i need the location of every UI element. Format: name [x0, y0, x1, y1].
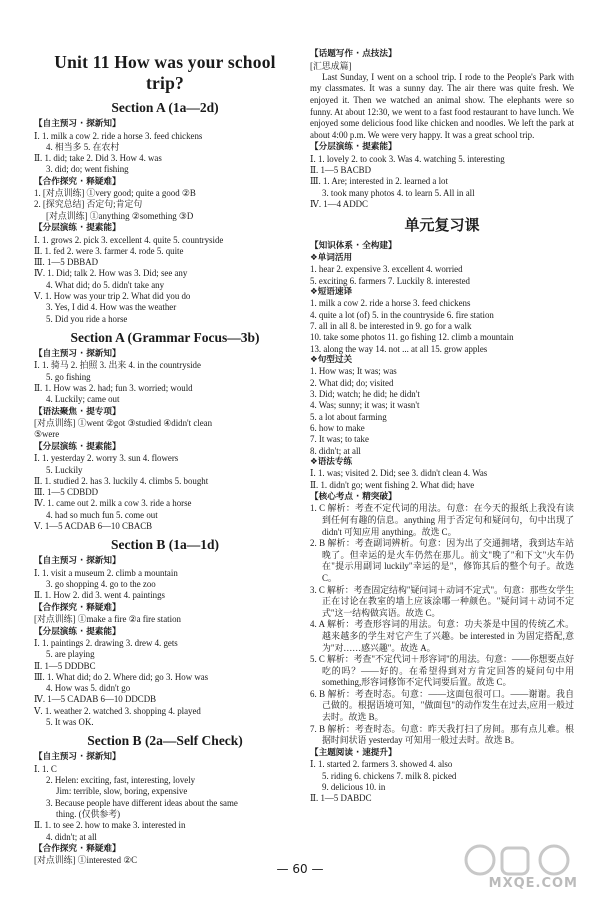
watermark-text: MXQE.COM: [488, 876, 578, 891]
answer-line: 4. Luckily; came out: [46, 394, 120, 405]
answer-line: ⑤were: [34, 429, 60, 440]
answer-line: 3. took many photos 4. to learn 5. All in all: [322, 187, 475, 198]
answer-line: Ⅰ. 1. was; visited 2. Did; see 3. didn't clean 4. Was: [310, 468, 488, 479]
subsection-heading: ❖句型过关: [310, 354, 353, 365]
right-column: [310, 48, 574, 805]
section-title: Section A (Grammar Focus—3b): [70, 329, 260, 345]
answer-line: Ⅱ. 1. studied 2. has 3. luckily 4. climbs 5. bought: [34, 475, 209, 486]
block-heading: 【合作探究 · 释疑难】: [34, 843, 121, 854]
answer-line: Ⅳ. 1. came out 2. milk a cow 3. ride a horse: [34, 498, 192, 509]
explanation-item: 4. A 解析：考查形容词的用法。句意：功夫茶是中国的传统乙术。越来越多的学生对它产生了兴趣。be interested in 为固定搭配,意为"对……感兴趣"。故选 A。: [310, 619, 574, 653]
answer-line: Ⅱ. 1. to see 2. how to make 3. interested in: [34, 820, 186, 831]
answer-line: Jim: terrible, slow, boring, expensive: [56, 786, 188, 797]
answer-line: 5. riding 6. chickens 7. milk 8. picked: [322, 770, 457, 781]
section-title: Section A (1a—2d): [111, 100, 219, 115]
block-heading: 【自主预习 · 探新知】: [34, 556, 121, 567]
answer-line: Ⅰ. 1. yesterday 2. worry 3. sun 4. flowers: [34, 453, 179, 464]
answer-line: 1. [对点训练] ①very good; quite a good ②B: [34, 188, 196, 199]
subsection-heading: ❖单词活用: [310, 252, 353, 263]
answer-line: Ⅰ. 1. visit a museum 2. climb a mountain: [34, 567, 178, 578]
answer-line: 3. Because people have different ideas about the same: [46, 797, 238, 808]
answer-line: Ⅱ. 1—5 DABDC: [310, 793, 372, 804]
explanation-item: 5. C 解析：考查"不定代词＋形容词"的用法。句意：——你想要点好吃的吗？——好的。在希望得到对方肯定回答的疑问句中用 something,形容词修饰不定代词要后置。故选 C。: [310, 654, 574, 688]
block-heading: 【分层演练 · 提素能】: [34, 441, 121, 452]
answer-line: [对点训练] ①make a fire ②a fire station: [34, 614, 181, 625]
block-heading: 【自主预习 · 探新知】: [34, 752, 121, 763]
answer-line: Ⅲ. 1. What did; do 2. Where did; go 3. How was: [34, 671, 209, 682]
answer-line: 7. all in all 8. be interested in 9. go for a walk: [310, 321, 472, 332]
answer-line: 2. [探究总结] 否定句;肯定句: [34, 199, 143, 210]
answer-line: Ⅱ. 1. did; take 2. Did 3. How 4. was: [34, 153, 162, 164]
section-title: Section B (1a—1d): [111, 537, 219, 553]
answer-line: 3. go shopping 4. go to the zoo: [46, 579, 156, 590]
answer-line: 8. didn't; at all: [310, 445, 361, 456]
answer-line: Ⅳ. 1—5 CADAB 6—10 DDCDB: [34, 694, 157, 705]
block-heading: 【分层演练 · 提素能】: [34, 626, 121, 637]
answer-line: Ⅱ. 1—5 BACBD: [310, 165, 372, 176]
answer-line: 4. What did; do 5. didn't take any: [46, 279, 165, 290]
answer-line: 10. take some photos 11. go fishing 12. climb a mountain: [310, 332, 514, 343]
answer-line: 4. quite a lot (of) 5. in the countryside 6. fire station: [310, 309, 494, 320]
block-heading: 【自主预习 · 探新知】: [34, 348, 121, 359]
reading-heading: 【主题阅读 · 速提升】: [310, 747, 397, 758]
block-heading: 【语法聚焦 · 提专项】: [34, 406, 121, 417]
answer-line: 5. a lot about farming: [310, 411, 387, 422]
answer-line: 7. It was; to take: [310, 434, 369, 445]
page-number: — 60 —: [276, 862, 324, 876]
answer-line: Ⅴ. 1. How was your trip 2. What did you do: [34, 291, 191, 302]
block-heading: 【合作探究 · 释疑难】: [34, 176, 121, 187]
answer-line: 4. 相当多 5. 在农村: [46, 141, 120, 152]
answer-line: [对点训练] ①interested ②C: [34, 855, 138, 866]
block-heading: 【合作探究 · 释疑难】: [34, 602, 121, 613]
answer-line: 5. go fishing: [46, 371, 91, 382]
answer-line: 4. Was; sunny; it was; it wasn't: [310, 400, 420, 411]
answer-line: 5. Luckily: [46, 464, 83, 475]
answer-line: 13. along the way 14. not ... at all 15. grow apples: [310, 343, 488, 354]
answer-line: 5. Did you ride a horse: [46, 313, 128, 324]
answer-line: [对点训练] ①anything ②something ③D: [46, 210, 194, 221]
answer-line: Ⅰ. 1. lovely 2. to cook 3. Was 4. watching 5. interesting: [310, 153, 505, 164]
answer-line: Ⅰ. 1. C: [34, 763, 57, 774]
topic-writing-heading: 【话题写作 · 点技法】: [310, 49, 397, 59]
review-title: 单元复习课: [404, 216, 480, 235]
explanation-item: 3. C 解析：考查固定结构"疑问词＋动词不定式"。句意：那些女学生正在讨论在教室的墙上应该涂哪一种颜色。"疑问词＋动词不定式"这一结构做宾语。故选 C。: [310, 584, 574, 618]
answer-line: 3. Yes, I did 4. How was the weather: [46, 302, 177, 313]
explanation-item: 6. B 解析：考查时态。句意：——这面包很可口。——谢谢。我自己做的。根据语境可知，"做面包"的动作发生在过去,应用一般过去时。故选 B。: [310, 688, 574, 723]
answer-line: 5. exciting 6. farmers 7. Luckily 8. interested: [310, 275, 470, 286]
explanation-item: 7. B 解析：考查时态。句意：昨天我打扫了房间。那有点儿难。根据时间状语 yesterday 可知用一般过去时。故选 B。: [310, 723, 574, 746]
topic-tag: [汇思成篇]: [310, 60, 352, 71]
answer-line: 1. milk a cow 2. ride a horse 3. feed chickens: [310, 298, 471, 309]
explanation-item: 2. B 解析：考查副词辨析。句意：因为出了交通拥堵，我到达车站晚了。但幸运的是火车仍然在那儿。前文"晚了"和下文"火车仍在"提示用副词 luckily"幸运的是"，修饰其后的整个句子。故选 C。: [310, 538, 574, 583]
block-heading: 【分层演练 · 提素能】: [34, 223, 121, 234]
block-heading: 【自主预习 · 探新知】: [34, 119, 121, 129]
answer-line: 6. how to make: [310, 422, 365, 433]
unit-title: Unit 11 How was your school trip?: [54, 52, 276, 93]
answer-line: Ⅱ. 1. How 2. did 3. went 4. paintings: [34, 590, 166, 601]
answer-line: 4. had so much fun 5. come out: [46, 509, 158, 520]
answer-line: Ⅰ. 1. milk a cow 2. ride a horse 3. feed chickens: [34, 130, 203, 141]
explanation-item: 1. C 解析：考查不定代词的用法。句意：在今天的报纸上我没有读到任何有趣的信息。anything 用于否定句和疑问句，句中出现了 didn't 可知应用 anything。故选 C。: [310, 503, 574, 537]
answer-line: Ⅱ. 1—5 DDDBC: [34, 660, 96, 671]
answer-line: 2. Helen: exciting, fast, interesting, lovely: [46, 775, 196, 786]
answer-line: 2. What did; do; visited: [310, 377, 394, 388]
answer-line: 5. It was OK.: [46, 717, 94, 728]
core-heading: 【核心考点 · 精突破】: [310, 491, 397, 502]
answer-line: Ⅰ. 1. 骑马 2. 拍照 3. 出来 4. in the countryside: [34, 360, 201, 371]
answer-line: thing. (仅供参考): [56, 809, 121, 820]
subsection-heading: ❖语法专练: [310, 456, 353, 467]
answer-line: 3. Did; watch; he did; he didn't: [310, 389, 420, 400]
answer-line: 1. How was; It was; was: [310, 366, 397, 377]
answer-line: Ⅴ. 1—5 ACDAB 6—10 CBACB: [34, 521, 153, 532]
answer-line: Ⅱ. 1. didn't go; went fishing 2. What did; have: [310, 479, 475, 490]
answer-line: Ⅱ. 1. fed 2. were 3. farmer 4. rode 5. quite: [34, 245, 184, 256]
answer-line: 9. delicious 10. in: [322, 781, 386, 792]
answer-line: Ⅳ. 1—4 ADDC: [310, 199, 368, 210]
answer-line: Ⅰ. 1. started 2. farmers 3. showed 4. also: [310, 759, 453, 770]
answer-line: Ⅰ. 1. grows 2. pick 3. excellent 4. quite 5. countryside: [34, 234, 224, 245]
answer-line: 4. didn't; at all: [46, 831, 97, 842]
answer-line: 5. are playing: [46, 649, 95, 660]
section-title: Section B (2a—Self Check): [87, 733, 243, 749]
answer-line: 4. How was 5. didn't go: [46, 683, 131, 694]
answer-line: Ⅴ. 1. weather 2. watched 3. shopping 4. played: [34, 705, 201, 716]
drill-heading: 【分层演练 · 提素能】: [310, 142, 397, 153]
answer-line: 1. hear 2. expensive 3. excellent 4. worried: [310, 264, 463, 275]
knowledge-heading: 【知识体系 · 全构建】: [310, 241, 397, 252]
answer-line: Ⅲ. 1—5 CDBDD: [34, 487, 99, 498]
sample-essay: Last Sunday, I went on a school trip. I rode to the People's Park with my classmates. It was a sunny day. The air there was quite fresh. We enjoyed it. Then we watched an animal show. The elephants were so funny. At about 12:30, we went to a fast food restaurant to have lunch. We enjoyed some delicious food like chicken and noodles. We left the park at about 4:00 p.m. We were very happy. It was a great school trip.: [310, 71, 574, 140]
answer-line: [对点训练] ①went ②got ③studied ④didn't clean: [34, 418, 213, 429]
answer-line: Ⅳ. 1. Did; talk 2. How was 3. Did; see any: [34, 268, 188, 279]
answer-line: Ⅰ. 1. paintings 2. drawing 3. drew 4. gets: [34, 638, 178, 648]
answer-line: Ⅲ. 1—5 DBBAD: [34, 257, 99, 268]
answer-line: Ⅲ. 1. Are; interested in 2. learned a lot: [310, 176, 448, 187]
answer-line: Ⅱ. 1. How was 2. had; fun 3. worried; would: [34, 383, 193, 394]
answer-line: 3. did; do; went fishing: [46, 164, 129, 175]
left-column: [34, 44, 296, 867]
subsection-heading: ❖短语速译: [310, 286, 353, 297]
